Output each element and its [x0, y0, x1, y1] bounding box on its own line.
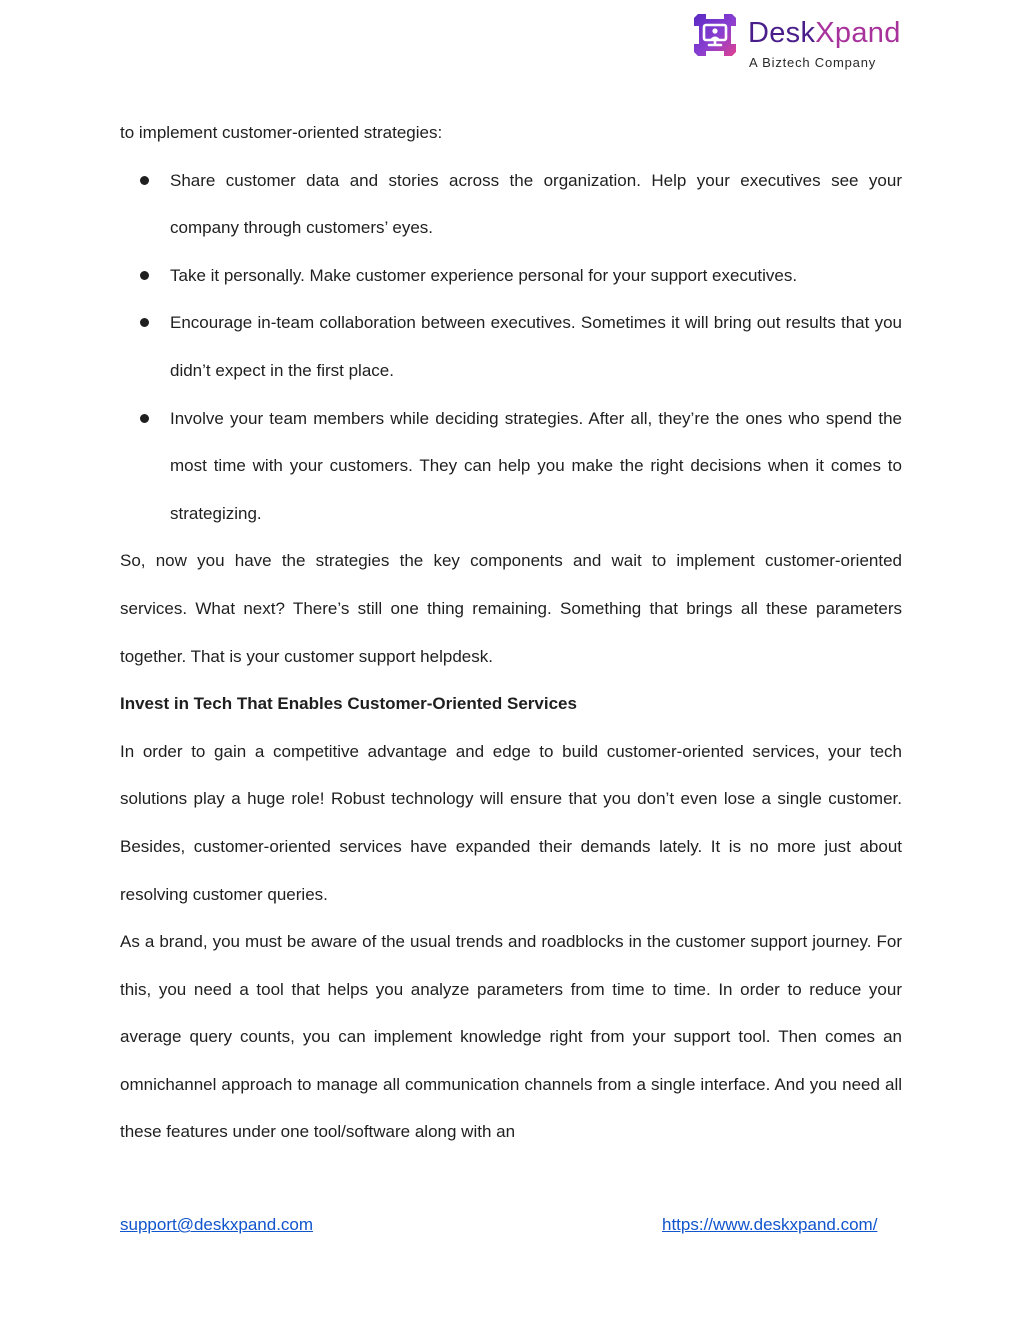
- list-item-text: Encourage in-team collaboration between executives. Sometimes it will bring out results that you didn’t expect in the first place.: [170, 313, 902, 380]
- list-item-text: Take it personally. Make customer experience personal for your support executives.: [170, 265, 798, 285]
- strategy-bullet-list: [120, 157, 902, 538]
- list-item: [170, 299, 902, 394]
- section-heading: Invest in Tech That Enables Customer-Oriented Services: [120, 694, 577, 714]
- list-item-text: Share customer data and stories across the organization. Help your executives see your company through customers’ eyes.: [170, 170, 902, 238]
- deskxpand-logo: [690, 10, 905, 72]
- logo-wordmark: [748, 16, 901, 50]
- deskxpand-monitor-logo-icon: [690, 10, 740, 60]
- logo-name-part2: Xpand: [815, 17, 901, 49]
- list-item: [170, 395, 902, 538]
- logo-tagline: A Biztech Company: [749, 55, 877, 70]
- bullet-dot-icon: [140, 414, 149, 423]
- bullet-dot-icon: [140, 271, 149, 280]
- paragraph-helpdesk: So, now you have the strategies the key components and wait to implement customer-oriented services. What next? There’s still one thing remaining. Something that brings all these parameters together. That is your customer support helpdesk.: [120, 551, 902, 666]
- paragraph-brand: As a brand, you must be aware of the usual trends and roadblocks in the customer support journey. For this, you need a tool that helps you analyze parameters from time to time. In order to reduce your average query counts, you can implement knowledge right from your support tool. Then comes an omnichannel approach to manage all communication channels from a single interface. And you need all these features under one tool/software along with an: [120, 932, 902, 1142]
- bullet-dot-icon: [140, 318, 149, 327]
- footer-email: [120, 1212, 313, 1238]
- list-item-text: Involve your team members while deciding strategies. After all, they’re the ones who spend the most time with your customers. They can help you make the right decisions when it comes to strategizing.: [170, 408, 902, 523]
- logo-name-part1: Desk: [748, 17, 816, 49]
- paragraph-tech: In order to gain a competitive advantage and edge to build customer-oriented services, your tech solutions play a huge role! Robust technology will ensure that you don’t even lose a single customer. Besides, customer-oriented services have expanded their demands lately. It is no more just about resolving customer queries.: [120, 741, 902, 904]
- website-link[interactable]: https://www.deskxpand.com/: [662, 1215, 878, 1234]
- intro-line: to implement customer-oriented strategies:: [120, 123, 443, 142]
- list-item: [170, 252, 902, 300]
- list-item: [170, 157, 902, 252]
- bullet-dot-icon: [140, 176, 149, 185]
- footer-website: [662, 1212, 877, 1238]
- support-email-link[interactable]: support@deskxpand.com: [120, 1215, 314, 1234]
- document-body: [120, 109, 902, 1156]
